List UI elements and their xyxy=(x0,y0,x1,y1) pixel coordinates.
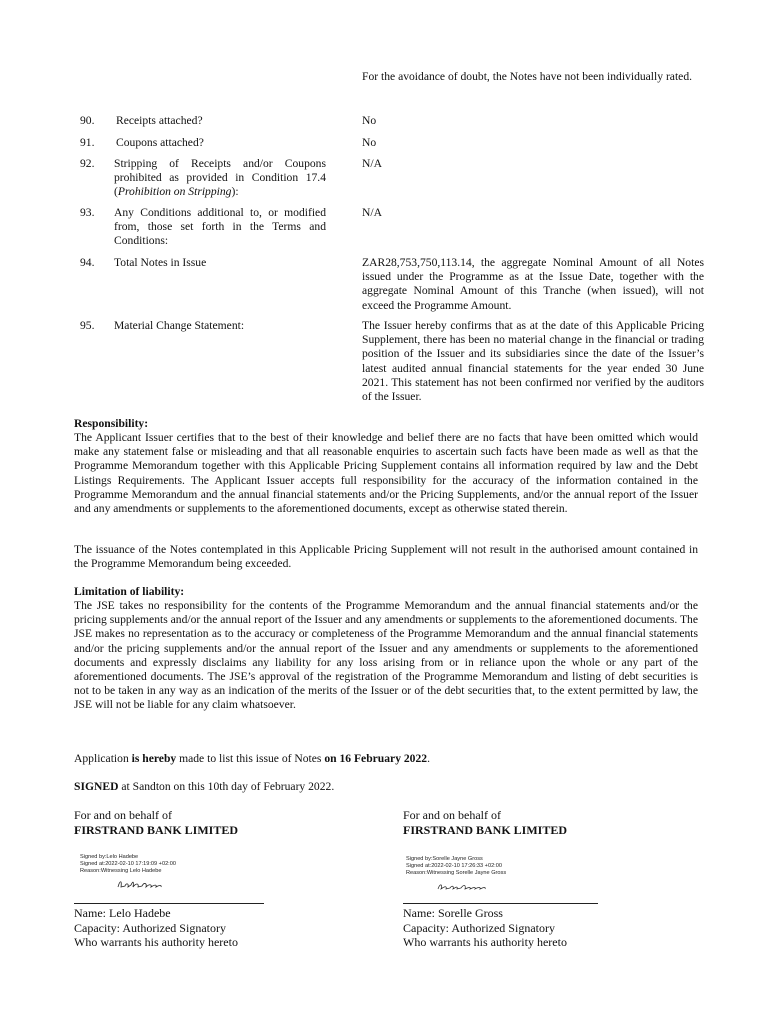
signatory-block-left xyxy=(74,808,354,837)
signed-statement xyxy=(74,780,698,794)
item-answer: No xyxy=(362,114,377,127)
on-behalf-label: For and on behalf of xyxy=(74,808,172,822)
item-answer: The Issuer hereby confirms that as at the date of this Applicable Pricing Supplement, there has been no material change in the financial or trading position of the Issuer and its subsidiaries since the date of the Issuer’s latest audited annual financial statements for the year ended 30 June 2021. This statement has not been confirmed nor verified by the auditors of the Issuer. xyxy=(362,319,704,404)
item-answer: No xyxy=(362,136,377,149)
application-date: on 16 February 2022 xyxy=(324,752,428,765)
issuance-paragraph: The issuance of the Notes contemplated in this Applicable Pricing Supplement will not result in the authorised amount contained in the Programme Memorandum being exceeded. xyxy=(74,543,698,571)
question-emphasis: Prohibition on Stripping xyxy=(117,185,232,199)
application-text-mid: made to list this issue of Notes xyxy=(176,752,325,765)
digital-signature-stamp xyxy=(406,856,606,877)
item-answer: ZAR28,753,750,113.14, the aggregate Nominal Amount of all Notes issued under the Programme as at the Issue Date, together with the aggregate Nominal Amount of this Tranche (when issued), will not exceed the Programme Amount. xyxy=(362,256,704,312)
signatory-details-left xyxy=(74,906,354,950)
item-question: Any Conditions additional to, or modified from, those set forth in the Terms and Conditions: xyxy=(114,206,326,248)
limitation-heading: Limitation of liability: xyxy=(74,585,185,598)
item-number: 93. xyxy=(80,206,95,219)
signature-line xyxy=(403,903,598,904)
question-text-end: ): xyxy=(231,185,239,199)
signed-text: at Sandton on this 10th day of February 2022. xyxy=(118,780,335,793)
signed-by: Signed by:Sorelle Jayne Gross xyxy=(406,856,483,862)
item-number: 92. xyxy=(80,157,95,170)
limitation-paragraph: The JSE takes no responsibility for the contents of the Programme Memorandum and the annual financial statements and/or the pricing supplements and/or the annual report of the Issuer and any amendments or supplements to the aforementioned documents. The JSE makes no representation as to the accuracy or completeness of the Programme Memorandum and the annual financial statements and/or the pricing supplements and/or the annual report of the Issuer and any amendments or supplements to the aforementioned documents and expressly disclaims any liability for any loss arising from or in reliance upon the whole or any part of the aforementioned documents. The JSE’s approval of the registration of the Programme Memorandum and listing of debt securities is not to be taken in any way as an indication of the merits of the Issuer or of the debt securities that, to the extent permitted by law, the JSE will not be liable for any claim whatsoever. xyxy=(74,599,698,712)
item-number: 90. xyxy=(80,114,95,127)
company-name: FIRSTRAND BANK LIMITED xyxy=(403,822,568,837)
application-statement xyxy=(74,752,698,766)
signatory-warrant: Who warrants his authority hereto xyxy=(74,935,238,949)
responsibility-heading: Responsibility: xyxy=(74,417,149,430)
signatory-block-right xyxy=(403,808,703,837)
digital-signature-stamp xyxy=(80,854,280,875)
signatory-name: Name: Lelo Hadebe xyxy=(74,906,171,920)
signature-line xyxy=(74,903,264,904)
on-behalf-label: For and on behalf of xyxy=(403,808,501,822)
item-number: 91. xyxy=(80,136,95,149)
signed-at: Signed at:2022-02-10 17:19:09 +02:00 xyxy=(80,861,176,867)
company-name: FIRSTRAND BANK LIMITED xyxy=(74,822,239,837)
item-question: Total Notes in Issue xyxy=(114,256,207,269)
application-text-end: . xyxy=(427,752,430,765)
signed-reason: Reason:Witnessing Lelo Hadebe xyxy=(80,868,162,874)
handwritten-signature xyxy=(116,877,176,891)
item-number: 95. xyxy=(80,319,95,332)
signatory-capacity: Capacity: Authorized Signatory xyxy=(74,920,226,935)
signatory-warrant: Who warrants his authority hereto xyxy=(403,935,567,949)
signed-reason: Reason:Witnessing Sorelle Jayne Gross xyxy=(406,870,507,876)
signatory-capacity: Capacity: Authorized Signatory xyxy=(403,920,555,935)
signatory-name: Name: Sorelle Gross xyxy=(403,906,503,920)
application-bold: is hereby xyxy=(131,752,177,765)
signature-scribble-icon xyxy=(436,881,496,893)
item-question: Receipts attached? xyxy=(116,114,203,127)
avoidance-of-doubt-text: For the avoidance of doubt, the Notes have not been individually rated. xyxy=(362,70,693,83)
signed-bold: SIGNED xyxy=(74,780,119,793)
signature-scribble-icon xyxy=(116,877,176,891)
question-text: Stripping of Receipts and/or Coupons prohibited as provided in Condition 17.4 ( xyxy=(114,157,326,199)
item-question: Coupons attached? xyxy=(116,136,204,149)
responsibility-paragraph: The Applicant Issuer certifies that to the best of their knowledge and belief there are no facts that have been omitted which would make any statement false or misleading and that all reasonable enquiries to ascertain such facts have been made as well as that the Programme Memorandum together with this Applicable Pricing Supplement contains all information required by law and the Debt Listings Requirements. The Applicant Issuer accepts full responsibility for the accuracy of the information contained in the Programme Memorandum and the annual financial statements and/or the Pricing Supplements, and/or the annual report of the Issuer and any amendments or supplements to the aforementioned documents, except as otherwise stated therein. xyxy=(74,431,698,516)
application-text: Application xyxy=(74,752,132,765)
item-answer: N/A xyxy=(362,206,382,219)
signatory-details-right xyxy=(403,906,703,950)
item-answer: N/A xyxy=(362,157,382,170)
item-number: 94. xyxy=(80,256,95,269)
signed-at: Signed at:2022-02-10 17:26:33 +02:00 xyxy=(406,863,502,869)
item-question xyxy=(114,157,326,200)
item-question: Material Change Statement: xyxy=(114,319,245,332)
signed-by: Signed by:Lelo Hadebe xyxy=(80,854,139,860)
handwritten-signature xyxy=(436,881,496,893)
